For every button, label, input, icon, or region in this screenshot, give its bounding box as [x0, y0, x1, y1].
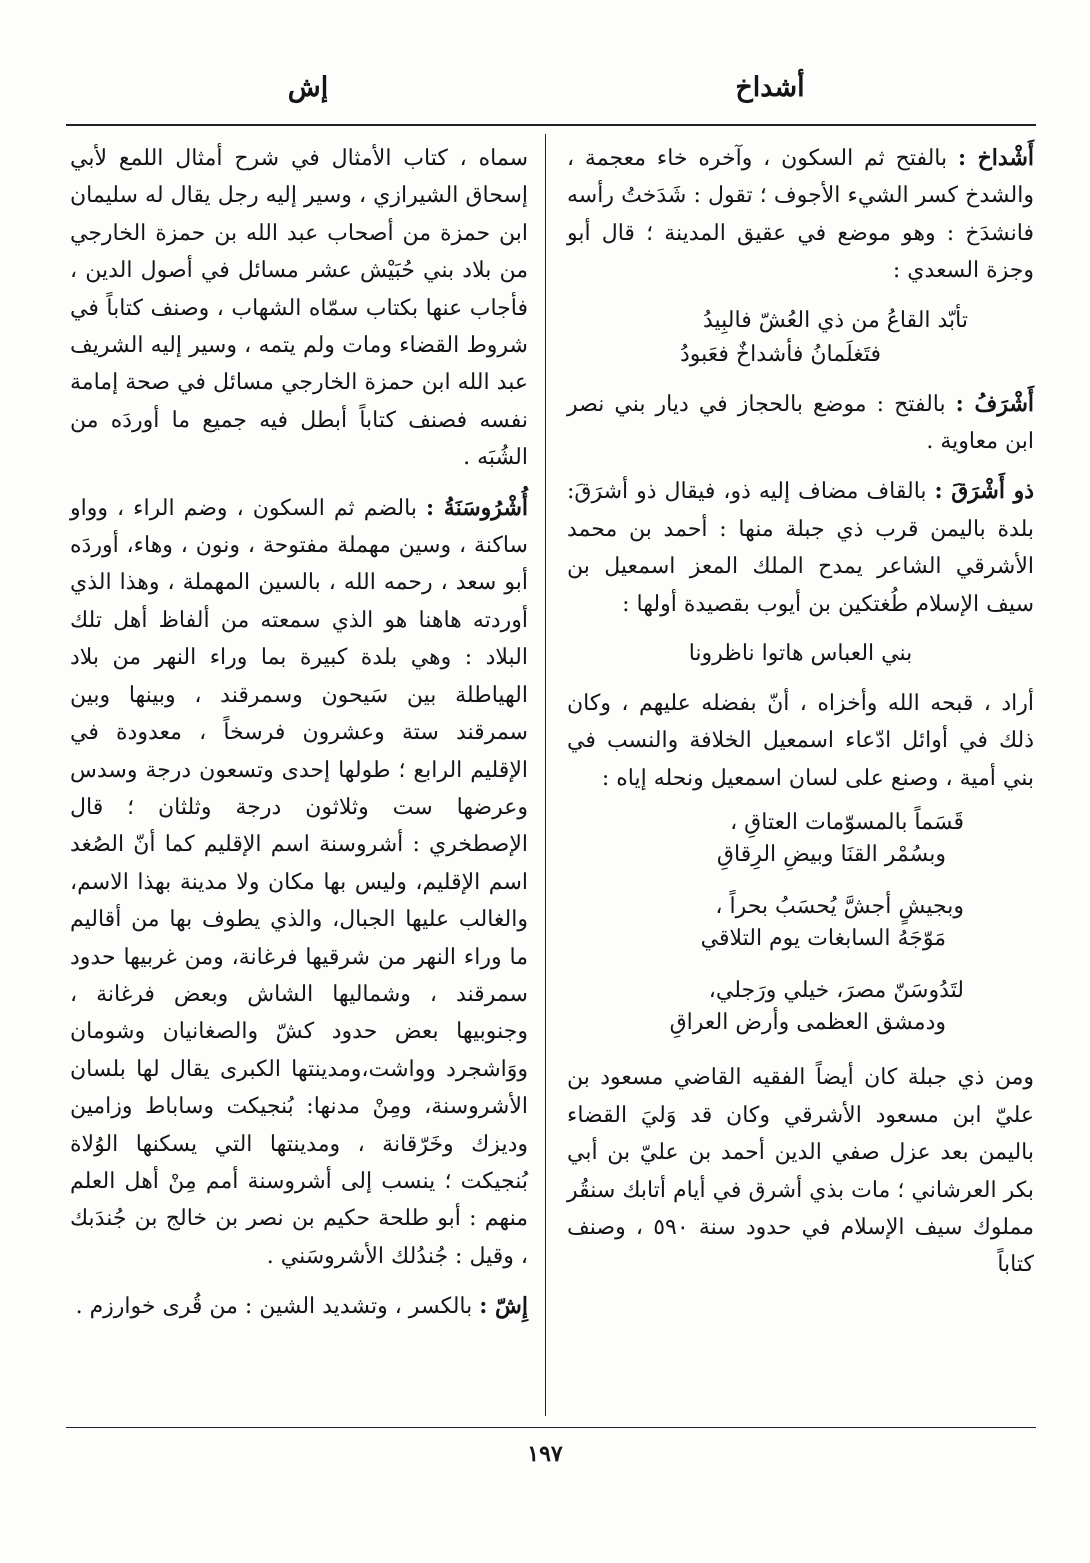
verse	[567, 304, 1034, 372]
entry-dhu-ashraq	[567, 473, 1034, 623]
verse-line: لتَدُوسَنّ مصرَ، خيلي ورَجلي،	[708, 978, 964, 1004]
poem-stanza	[567, 891, 1034, 955]
verse-line: تأبّد القاعُ من ذي العُشّ فالبِيدُ	[702, 307, 968, 333]
entry-ashraf	[567, 386, 1034, 461]
entry-text: ومن ذي جبلة كان أيضاً الفقيه القاضي مسعود بن عليّ ابن مسعود الأشرقي وكان قد وَليَ القضاء باليمن بعد عزل صفي الدين أحمد بن عليّ بن أبي بكر العرشاني ؛ مات بذي أشرق في أيام أتابك سنقُر مملوك سيف الإسلام في حدود سنة ٥٩٠ ، وصنف كتاباً	[567, 1065, 1034, 1278]
verse-line: مَوّجَهُ السابغات يوم التلاقي	[700, 926, 946, 952]
entry-headword: ذو أَشْرَقَ :	[934, 478, 1034, 505]
running-head-left: إش	[287, 72, 329, 103]
entry-ushrusana	[70, 490, 528, 1276]
poem-stanza	[567, 807, 1034, 871]
page-number: ١٩٧	[527, 1441, 563, 1467]
entry-ashdakh	[567, 140, 1034, 290]
verse-line: وبسُمْر القنَا وبيضِ الرِقاقِ	[716, 842, 946, 868]
verse-line: ودمشق العظمى وأرض العراقِ	[669, 1010, 946, 1036]
entry-headword: إِشّ :	[479, 1293, 528, 1320]
left-column	[70, 140, 528, 1326]
verse-line: قَسَماً بالمسوّمات العتاقِ ،	[730, 810, 964, 836]
top-rule	[66, 124, 1036, 126]
verse-line: وبجيشٍ أجشَّ يُحسَبُ بحراً ،	[715, 894, 964, 920]
poem-stanza	[567, 975, 1034, 1039]
entry-text: بالكسر ، وتشديد الشين : من قُرى خوارزم .	[75, 1294, 473, 1320]
verse-line: فتَغلَمانُ فأشداخٌ فعَبودُ	[679, 341, 882, 367]
entry-text: أراد ، قبحه الله وأخزاه ، أنّ بفضله عليهم ، وكان ذلك في أوائل ادّعاء اسمعيل الخلافة والنسب في بني أمية ، وصنع على لسان اسمعيل ونحله إياه :	[567, 691, 1034, 791]
entry-text: سماه ، كتاب الأمثال في شرح أمثال اللمع لأبي إسحاق الشيرازي ، وسير إليه رجل يقال له سليمان ابن حمزة من أصحاب عبد الله بن حمزة الخارجي من بلاد بني حُبَيْش عشر مسائل في أصول الدين ، فأجاب عنها بكتاب سمّاه الشهاب ، وصنف كتاباً في شروط القضاء ومات ولم يتمه ، وسير إليه الشريف عبد الله ابن حمزة الخارجي مسائل في صحة إمامة نفسه فصنف كتاباً أبطل فيه جميع ما أوردَه من الشُبَه .	[70, 146, 528, 471]
column-divider	[545, 134, 546, 1416]
right-column	[567, 140, 1034, 1284]
entry-continuation	[70, 140, 528, 477]
entry-ishsh	[70, 1288, 528, 1325]
bottom-rule	[66, 1427, 1036, 1428]
entry-headword: أَشْداخ :	[957, 145, 1035, 171]
entry-text: بالفتح : موضع بالحجاز في ديار بني نصر ابن معاوية .	[567, 391, 1034, 455]
entry-text: بالفتح ثم السكون ، وآخره خاء معجمة ، والشدخ كسر الشيء الأجوف ؛ تقول : شَدَختُ رأسه فانشدَخ : وهو موضع في عقيق المدينة ؛ قال أبو وجزة السعدي :	[567, 146, 1034, 284]
entry-headword: أُشْرُوسَنَةُ :	[425, 494, 528, 521]
entry-headword: أَشْرَفُ :	[955, 390, 1034, 417]
verse-line: بني العباس هاتوا ناظرونا	[688, 641, 913, 667]
entry-text: بالضم ثم السكون ، وضم الراء ، وواو ساكنة ، وسين مهملة مفتوحة ، ونون ، وهاء، أوردَه أبو سعد ، رحمه الله ، بالسين المهملة ، وهذا الذي أوردته هاهنا هو الذي سمعته من ألفاظ أهل تلك البلاد : وهي بلدة كبيرة بما وراء النهر من بلاد الهياطلة بين سَيحون وسمرقند ، وبينها وبين سمرقند ستة وعشرون فرسخاً ، معدودة في الإقليم الرابع ؛ طولها إحدى وتسعون درجة وسدس وعرضها ست وثلاثون درجة وثلثان ؛ قال الإصطخري : أشروسنة اسم الإقليم كما أنّ الصُغد اسم الإقليم، وليس بها مكان ولا مدينة بهذا الاسم، والغالب عليها الجبال، والذي يطوف بها من أقاليم ما وراء النهر من شرقيها فرغانة، ومن غربيها حدود سمرقند ، وشماليها الشاش وبعض فرغانة ، وجنوبيها بعض حدود كشّ والصغانيان وشومان ووَاشجرد وواشت،ومدينتها الكبرى يقال لها بلسان الأشروسنة، ومِنْ مدنها: بُنجيكت وساباط وزامين وديزك وخَرّقانة ، ومدينتها التي يسكنها الوُلاة بُنجيكت ؛ ينسب إلى أشروسنة أمم مِنْ أهل العلم منهم : أبو طلحة حكيم بن نصر بن خالج بن جُندَبك ، وقيل : جُندُلك الأشروسَني .	[70, 495, 528, 1269]
entry-text-paragraph	[567, 685, 1034, 797]
entry-text-paragraph	[567, 1059, 1034, 1283]
verse	[567, 637, 1034, 671]
running-head-right: أشداخ	[735, 72, 805, 103]
entry-text: بالقاف مضاف إليه ذو، فيقال ذو أشرَقَ: بلدة باليمن قرب ذي جبلة منها : أحمد بن محمد الأشرقي الشاعر يمدح الملك المعز اسمعيل بن سيف الإسلام طُغتكين بن أيوب بقصيدة أولها :	[567, 479, 1034, 617]
